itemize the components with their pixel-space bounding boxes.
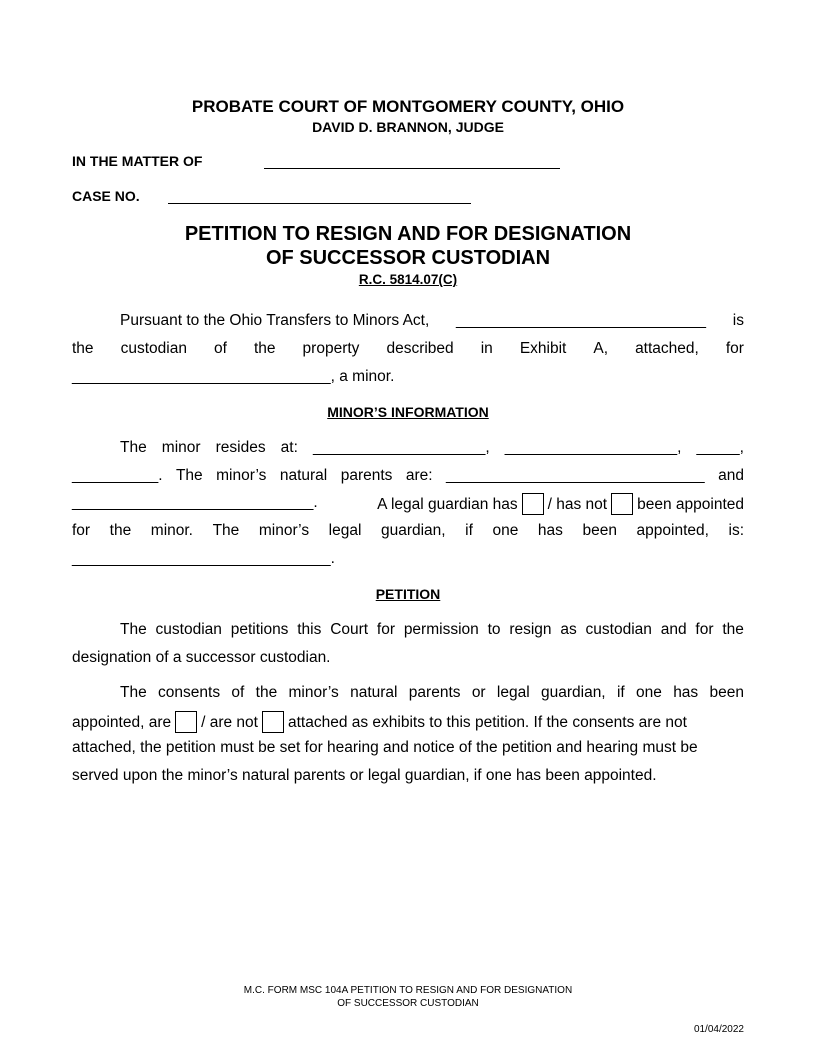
petition-word: for <box>695 621 714 638</box>
petition-word: or <box>471 684 486 701</box>
petition-word: parents <box>408 684 461 701</box>
case-number-label: CASE NO. <box>72 188 140 204</box>
petition-word: as <box>560 621 577 638</box>
consents-attached-checkbox[interactable] <box>175 711 197 733</box>
intro-line-3: ______________________________, a minor. <box>72 368 395 385</box>
form-footer <box>0 984 816 1010</box>
petition-para2-line4: served upon the minor’s natural parents or legal guardian, if one has been appointed. <box>72 767 657 784</box>
minor-info-word: one <box>492 522 519 539</box>
legal-guardian-blank[interactable]: ______________________________. <box>72 550 335 567</box>
intro-word: property <box>302 340 360 357</box>
minor-info-word: legal <box>328 522 362 539</box>
minor-name-blank[interactable]: ______________________________ <box>72 368 331 385</box>
petition-para2-line3: attached, the petition must be set for hearing and notice of the petition and hearing must be <box>72 739 698 756</box>
petition-word: custodian <box>585 621 652 638</box>
petition-word: of <box>231 684 245 701</box>
minor-info-word: the <box>109 522 132 539</box>
petition-heading: PETITION <box>375 586 441 602</box>
intro-word: of <box>213 340 227 357</box>
petition-para1-line1 <box>72 620 744 640</box>
petition-word: legal <box>496 684 530 701</box>
minor-info-word: for <box>72 522 91 539</box>
matter-name-field[interactable] <box>264 168 560 169</box>
minor-info-line-5 <box>72 549 744 569</box>
petition-word: guardian, <box>540 684 606 701</box>
minor-info-word: been <box>582 522 617 539</box>
minor-info-word: guardian, <box>380 522 446 539</box>
document-title-line2: OF SUCCESSOR CUSTODIAN <box>265 247 551 269</box>
petition-word: The <box>120 684 147 701</box>
petition-word: has <box>673 684 699 701</box>
petition-para2-line1 <box>72 683 744 703</box>
minor-info-line-2: __________. The minor’s natural parents are: ______________________________ and <box>72 467 744 484</box>
petition-word: permission <box>403 621 479 638</box>
consents-not-attached-checkbox[interactable] <box>262 711 284 733</box>
address-zip-blank[interactable]: __________. <box>72 467 163 484</box>
petition-word: petitions <box>230 621 289 638</box>
judge-name: DAVID D. BRANNON, JUDGE <box>312 119 504 135</box>
intro-word: the <box>72 340 94 357</box>
intro-line-1: Pursuant to the Ohio Transfers to Minors Act, _____________________________ is <box>120 312 744 329</box>
minor-info-word: is: <box>728 522 744 539</box>
petition-word: been <box>709 684 744 701</box>
intro-word: in <box>480 340 493 357</box>
parent-2-blank[interactable]: ____________________________. <box>72 494 318 511</box>
custodian-name-blank[interactable]: _____________________________ <box>456 312 707 329</box>
petition-word: this <box>297 621 322 638</box>
petition-word: to <box>487 621 501 638</box>
intro-word: Exhibit <box>519 340 567 357</box>
petition-word: resign <box>509 621 552 638</box>
document-title: PETITION TO RESIGN AND FOR DESIGNATION <box>184 223 632 245</box>
petition-word: one <box>636 684 662 701</box>
statute-reference: R.C. 5814.07(C) <box>358 272 458 287</box>
minor-info-word: has <box>537 522 563 539</box>
intro-word: described <box>386 340 454 357</box>
petition-word: custodian <box>155 621 222 638</box>
petition-word: minor’s <box>288 684 339 701</box>
form-date: 01/04/2022 <box>693 1024 744 1035</box>
petition-word: for <box>376 621 395 638</box>
address-street-blank[interactable]: ____________________, <box>312 439 490 456</box>
case-number-field[interactable] <box>168 203 471 204</box>
address-state-blank[interactable]: _____, <box>696 439 744 456</box>
court-title: PROBATE COURT OF MONTGOMERY COUNTY, OHIO <box>191 97 625 116</box>
parent-1-blank[interactable]: ______________________________ <box>446 467 705 484</box>
petition-word: the <box>255 684 278 701</box>
petition-word: The <box>120 621 147 638</box>
minor-information-heading: MINOR’S INFORMATION <box>327 404 489 420</box>
petition-para2-line2: appointed, are / are not attached as exhibits to this petition. If the consents are not <box>72 711 744 733</box>
minor-info-word: The <box>212 522 240 539</box>
minor-info-line-4 <box>72 521 744 541</box>
minor-info-word: appointed, <box>636 522 709 539</box>
intro-word: the <box>253 340 276 357</box>
intro-word: custodian <box>120 340 187 357</box>
minor-info-line-3: ____________________________. A legal guardian has / has not been appointed <box>72 494 744 513</box>
guardian-has-checkbox[interactable] <box>522 493 544 515</box>
petition-para1-line2: designation of a successor custodian. <box>72 649 331 666</box>
form-footer-line2: OF SUCCESSOR CUSTODIAN <box>337 998 479 1009</box>
petition-word: natural <box>350 684 398 701</box>
address-city-blank[interactable]: ____________________, <box>504 439 682 456</box>
minor-info-line-1: The minor resides at: ____________________, ____________________, _____, <box>120 439 744 456</box>
intro-line-2 <box>72 339 744 359</box>
petition-word: Court <box>330 621 369 638</box>
minor-info-word: if <box>465 522 473 539</box>
matter-label: IN THE MATTER OF <box>72 153 203 169</box>
petition-word: and <box>660 621 687 638</box>
guardian-has-not-checkbox[interactable] <box>611 493 633 515</box>
intro-word: attached, <box>635 340 699 357</box>
petition-word: if <box>616 684 625 701</box>
form-footer-line1: M.C. FORM MSC 104A PETITION TO RESIGN AND FOR DESIGNATION <box>243 985 573 996</box>
intro-word: A, <box>593 340 609 357</box>
petition-word: the <box>722 621 744 638</box>
minor-info-word: minor’s <box>258 522 310 539</box>
minor-info-word: minor. <box>150 522 193 539</box>
intro-word: for <box>725 340 744 357</box>
petition-word: consents <box>158 684 221 701</box>
